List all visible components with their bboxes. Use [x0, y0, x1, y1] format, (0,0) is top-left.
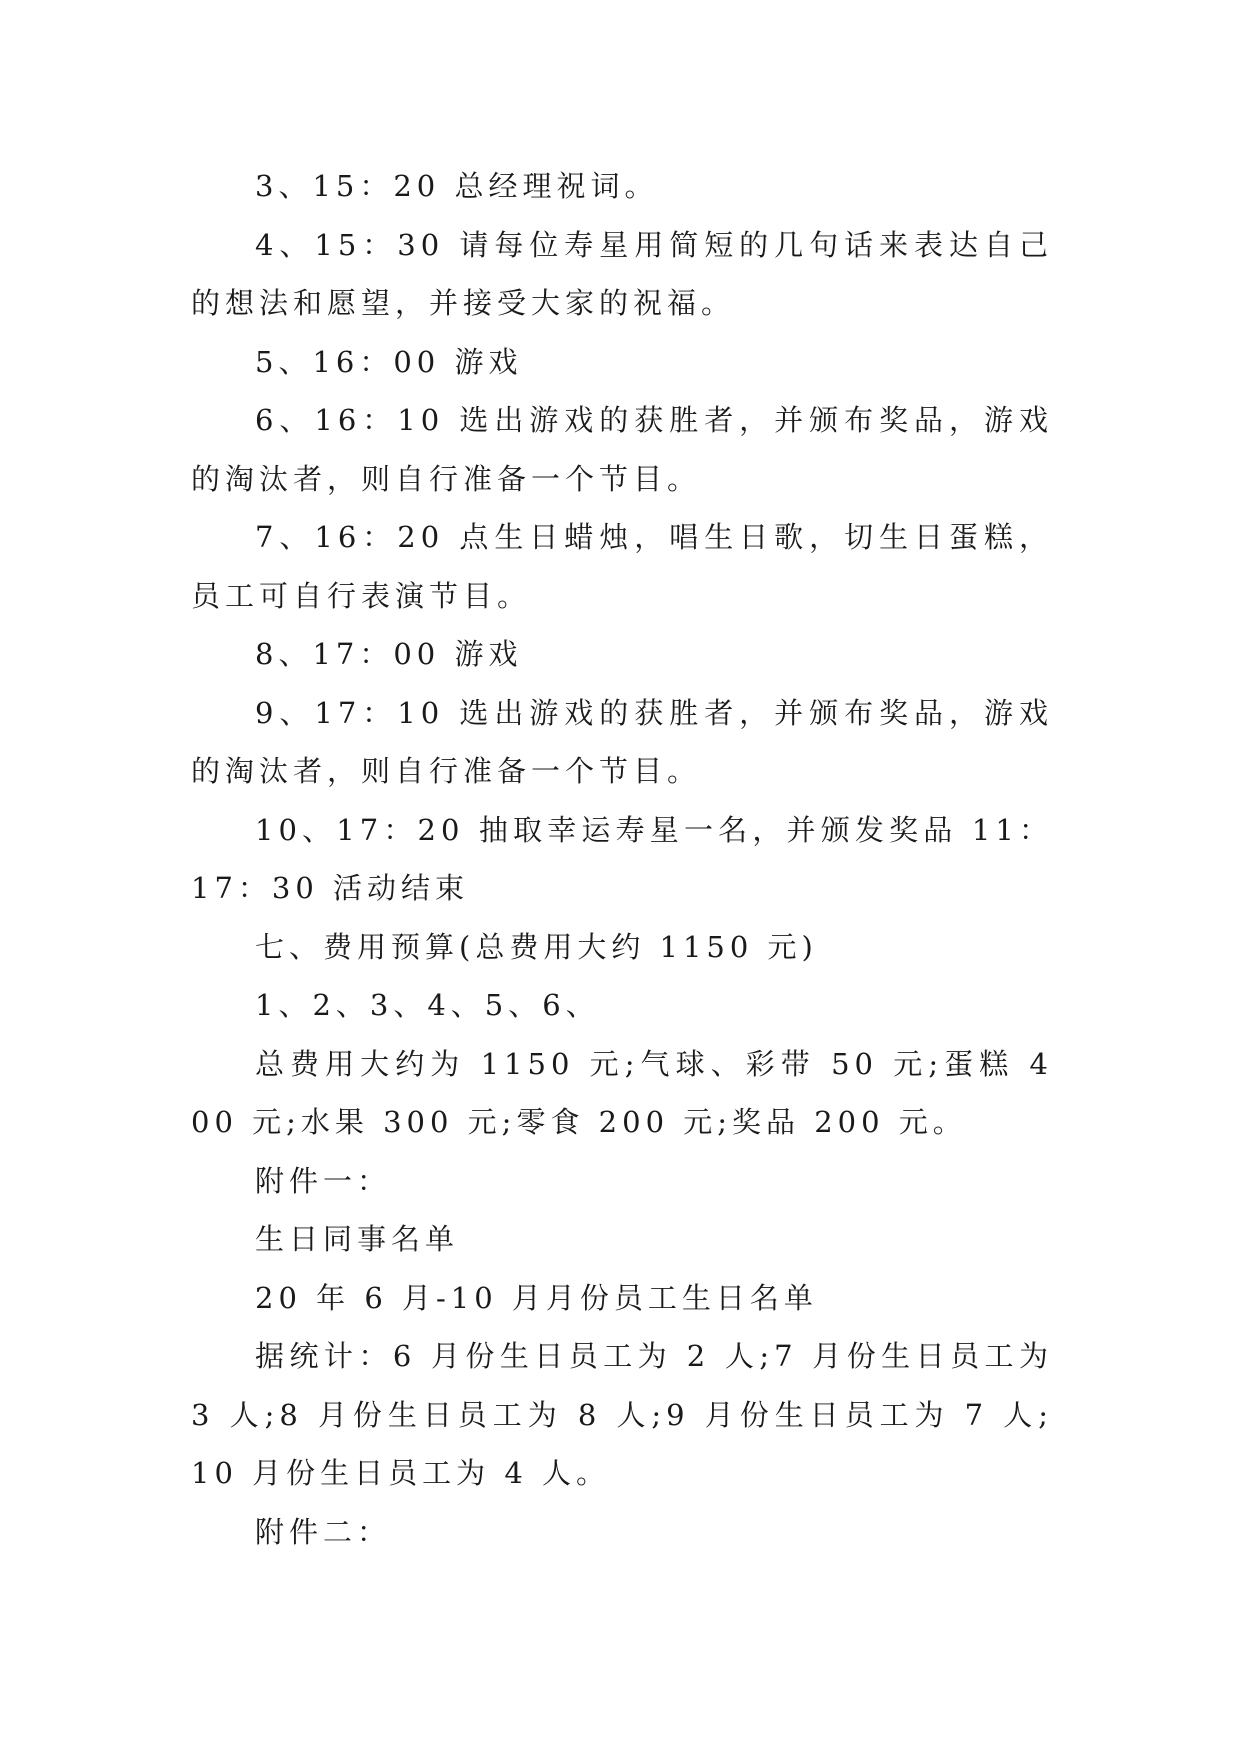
- schedule-item-4: 4、15：30 请每位寿星用简短的几句话来表达自己的想法和愿望，并接受大家的祝福。: [191, 227, 1053, 320]
- schedule-item-10: 10、17：20 抽取幸运寿星一名，并颁发奖品 11：17：30 活动结束: [191, 812, 1053, 905]
- attachment-one-subtitle: 20 年 6 月-10 月月份员工生日名单: [255, 1280, 818, 1315]
- document-body: [191, 157, 1053, 1561]
- attachment-two-heading: 附件二：: [255, 1514, 392, 1549]
- schedule-item-5: 5、16：00 游戏: [255, 344, 523, 379]
- attachment-one-heading: 附件一：: [255, 1163, 392, 1198]
- schedule-item-3: 3、15：20 总经理祝词。: [255, 169, 659, 203]
- schedule-item-9: 9、17：10 选出游戏的获胜者，并颁布奖品，游戏的淘汰者，则自行准备一个节目。: [191, 695, 1053, 788]
- budget-list: 1、2、3、4、5、6、: [255, 988, 600, 1022]
- budget-heading: 七、费用预算(总费用大约 1150 元): [255, 929, 818, 964]
- schedule-item-7: 7、16：20 点生日蜡烛，唱生日歌，切生日蛋糕，员工可自行表演节目。: [191, 520, 1053, 613]
- schedule-item-6: 6、16：10 选出游戏的获胜者，并颁布奖品，游戏的淘汰者，则自行准备一个节目。: [191, 403, 1053, 496]
- birthday-statistics: 据统计：6 月份生日员工为 2 人;7 月份生日员工为 3 人;8 月份生日员工为 8 人;9 月份生日员工为 7 人;10 月份生日员工为 4 人。: [191, 1339, 1053, 1490]
- attachment-one-title: 生日同事名单: [255, 1222, 460, 1256]
- schedule-item-8: 8、17：00 游戏: [255, 637, 523, 671]
- budget-details: 总费用大约为 1150 元;气球、彩带 50 元;蛋糕 400 元;水果 300 元;零食 200 元;奖品 200 元。: [191, 1046, 1053, 1139]
